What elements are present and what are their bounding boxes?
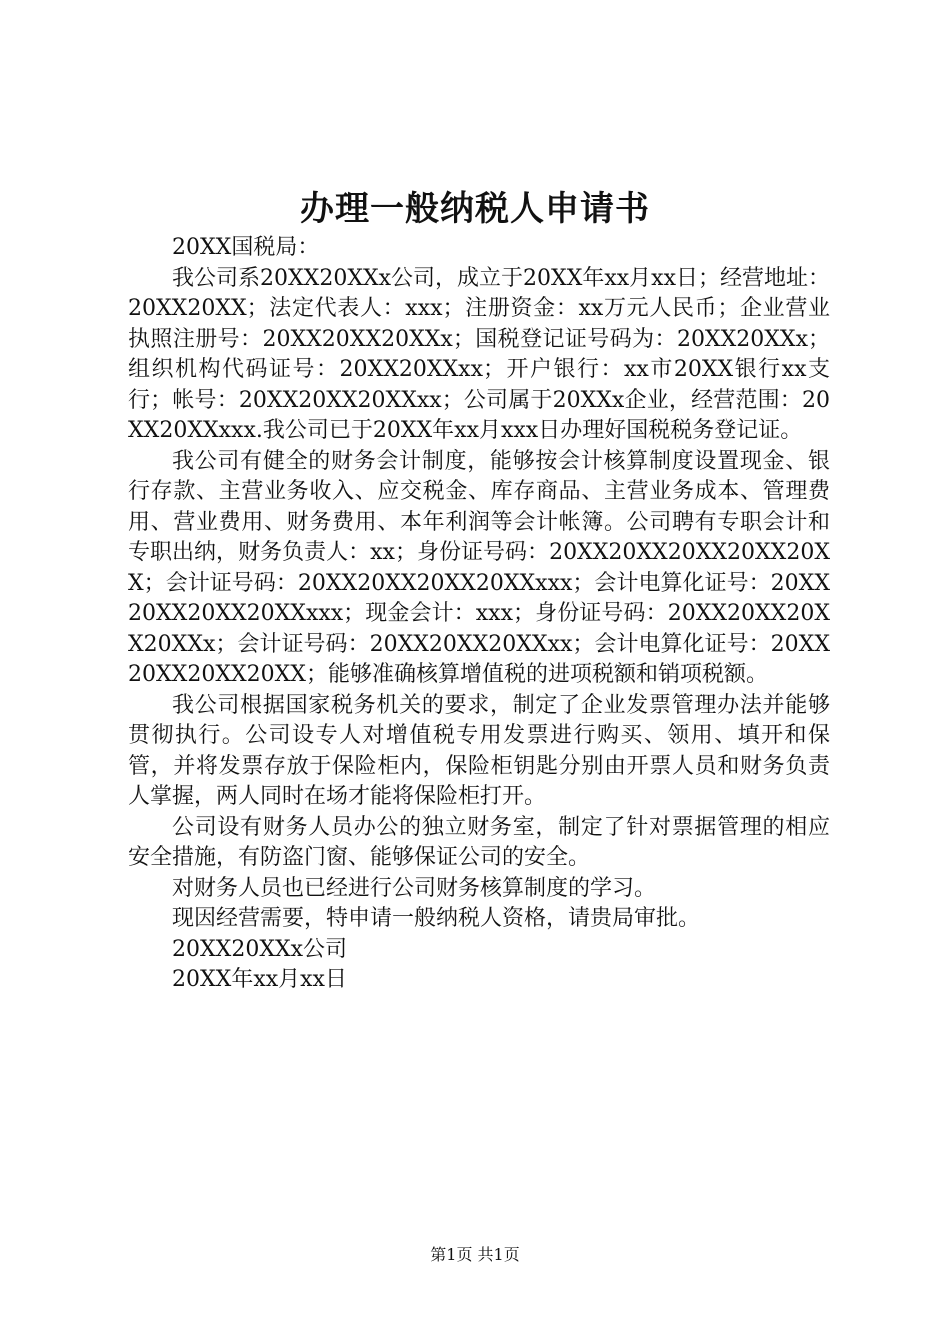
- paragraph-staff-training: 对财务人员也已经进行公司财务核算制度的学习。: [172, 875, 657, 901]
- document-title: 办理一般纳税人申请书: [300, 189, 650, 229]
- paragraph-finance-office: 公司设有财务人员办公的独立财务室，制定了针对票据管理的相应安全措施，有防盗门窗、能够保证公司的安全。: [128, 814, 830, 870]
- paragraph-accounting-system: 我公司有健全的财务会计制度，能够按会计核算制度设置现金、银行存款、主营业务收入、应交税金、库存商品、主营业务成本、管理费用、营业费用、财务费用、本年利润等会计帐簿。公司聘有专职会计和专职出纳，财务负责人：xx；身份证号码：20XX20XX20XX20XX20XX；会计证号码：20XX20XX20XX20XXxxx；会计电算化证号：20XX20XX20XX20XXxxx；现金会计：xxx；身份证号码：20XX20XX20XX20XXx；会计证号码：20XX20XX20XXxx；会计电算化证号：20XX20XX20XX20XX；能够准确核算增值税的进项税额和销项税额。: [128, 448, 830, 687]
- paragraph-invoice-management: 我公司根据国家税务机关的要求，制定了企业发票管理办法并能够贯彻执行。公司设专人对增值税专用发票进行购买、领用、填开和保管，并将发票存放于保险柜内，保险柜钥匙分别由开票人员和财务负责人掌握，两人同时在场才能将保险柜打开。: [128, 692, 830, 809]
- document-body: [128, 233, 830, 996]
- page-footer: 第1页 共1页: [430, 1245, 520, 1264]
- signature-company: 20XX20XXx公司: [172, 936, 348, 962]
- signature-date: 20XX年xx月xx日: [172, 967, 347, 992]
- paragraph-company-info: 我公司系20XX20XXx公司，成立于20XX年xx月xx日；经营地址：20XX20XX；法定代表人：xxx；注册资金：xx万元人民币；企业营业执照注册号：20XX20XX20XXx；国税登记证号码为：20XX20XXx；组织机构代码证号：20XX20XXxx；开户银行：xx市20XX银行xx支行；帐号：20XX20XX20XXxx；公司属于20XXx企业，经营范围：20XX20XXxxx.我公司已于20XX年xx月xxx日办理好国税税务登记证。: [128, 265, 830, 443]
- salutation: 20XX国税局：: [172, 235, 320, 260]
- paragraph-request: 现因经营需要，特申请一般纳税人资格，请贵局审批。: [172, 906, 701, 931]
